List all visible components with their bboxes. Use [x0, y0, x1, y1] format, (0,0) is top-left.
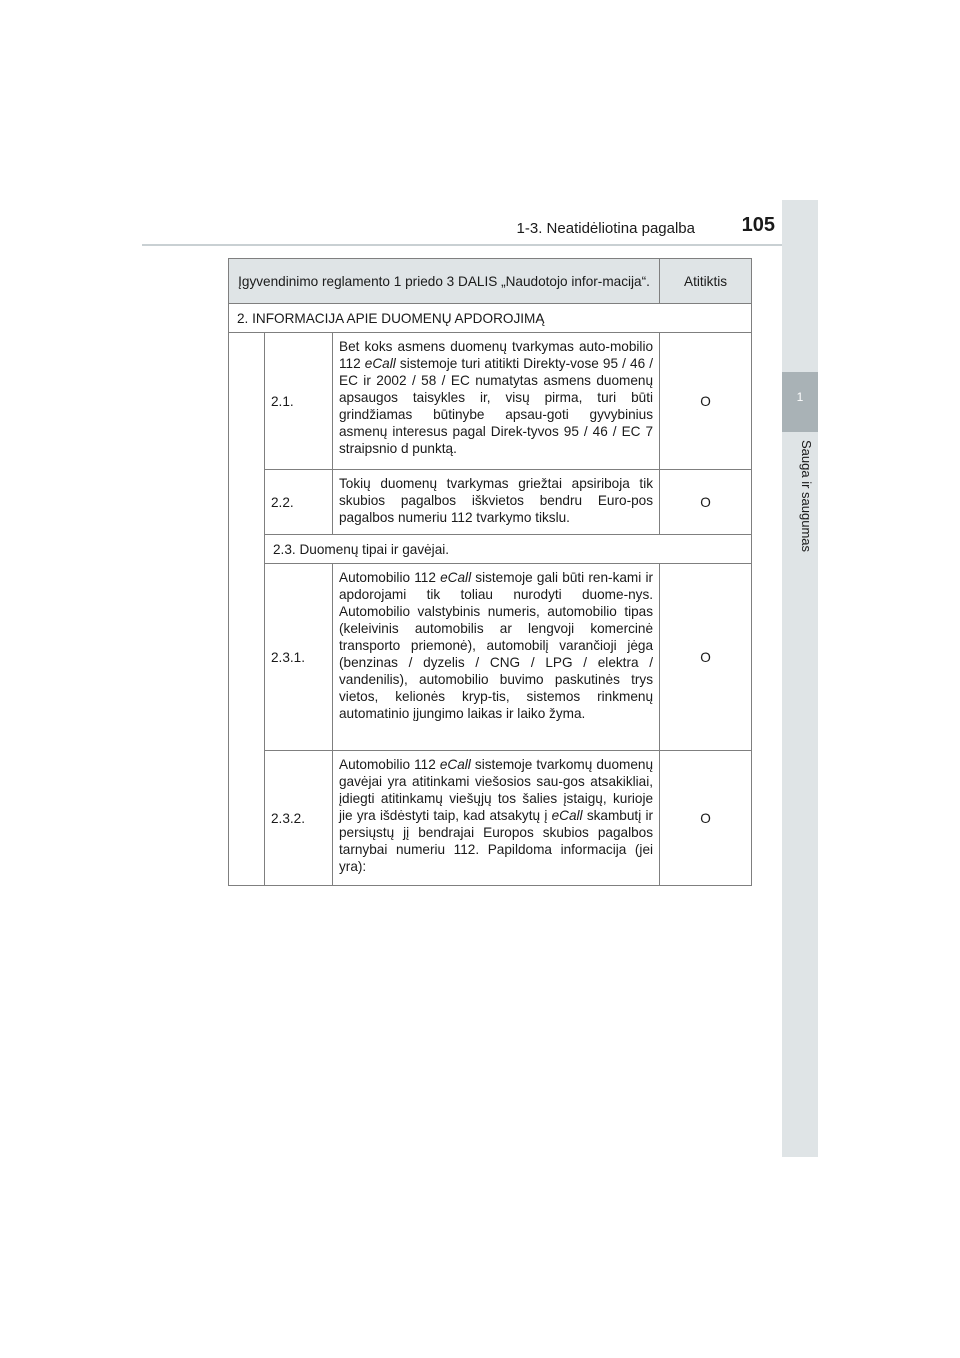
chapter-label: Sauga ir saugumas [799, 440, 814, 553]
ecall-term: eCall [364, 356, 396, 371]
indent-cell [229, 333, 265, 886]
page-number: 105 [741, 214, 775, 236]
ecall-term: eCall [551, 808, 583, 823]
row-compliance: O [660, 751, 752, 886]
header-compliance: Atitiktis [660, 259, 752, 304]
header-rule [142, 244, 818, 246]
row-text: Tokių duomenų tvarkymas griežtai apsiriboja tik skubios pagalbos iškvietos bendru Euro-pos pagalbos numeriu 112 tvarkymo tikslu. [333, 470, 660, 535]
row-text: Automobilio 112 eCall sistemoje tvarkomų duomenų gavėjai yra atitinkami viešosios sau-gos atsakikliai, įdiegti atitinkamų viešųjų tos šalies įstaigų, kurioje jie yra išdėstyti taip, kad atsakytų į eCall skambutį ir persiųstų jį bendrajai Europos skubios pagalbos tarnybai numeriu 112. Papildoma informacija (jei yra): [333, 751, 660, 886]
table-row [229, 564, 752, 751]
header-requirement: Įgyvendinimo reglamento 1 priedo 3 DALIS „Naudotojo infor-macija“. [229, 259, 660, 304]
compliance-table [228, 258, 752, 886]
row-text: Bet koks asmens duomenų tvarkymas auto-mobilio 112 eCall sistemoje turi atitikti Direkty-vose 95 / 46 / EC ir 2002 / 58 / EC numatytas asmens duomenų apsaugos taisykles ir, visų pirma, turi būti grindžiamas būtinybe apsau-goti gyvybinius asmenų interesus pagal Direk-tyvos 95 / 46 / EC 7 straipsnio d punktą. [333, 333, 660, 470]
table-row [229, 751, 752, 886]
row-number: 2.1. [265, 333, 333, 470]
chapter-number: 1 [796, 390, 804, 404]
ecall-term: eCall [440, 570, 472, 585]
row-number: 2.3.2. [265, 751, 333, 886]
section-title: 1-3. Neatidėliotina pagalba [516, 220, 695, 237]
section-heading: 2. INFORMACIJA APIE DUOMENŲ APDOROJIMĄ [229, 304, 752, 333]
row-text: Automobilio 112 eCall sistemoje gali būti ren-kami ir apdorojami tik toliau nurodyti duome-nys. Automobilio valstybinis numeris, automobilio tipas (keleivinis automobilis ar lengvoji komercinė transporto priemonė), automobilį varančioji jėga (benzinas / dyzelis / CNG / LPG / elektra / vandenilis), automobilio buvimo paskutinės trys vietos, kelionės kryp-tis, sistemos rinkmenų automatinio įjungimo laikas ir laiko žyma. [333, 564, 660, 751]
row-compliance: O [660, 333, 752, 470]
table-row [229, 470, 752, 535]
subsection-row [229, 535, 752, 564]
row-compliance: O [660, 564, 752, 751]
subsection-heading: 2.3. Duomenų tipai ir gavėjai. [265, 535, 752, 564]
side-bar [782, 200, 818, 1157]
ecall-term: eCall [439, 757, 471, 772]
section-row [229, 304, 752, 333]
row-number: 2.2. [265, 470, 333, 535]
table-row [229, 333, 752, 470]
table-header-row [229, 259, 752, 304]
row-compliance: O [660, 470, 752, 535]
row-number: 2.3.1. [265, 564, 333, 751]
